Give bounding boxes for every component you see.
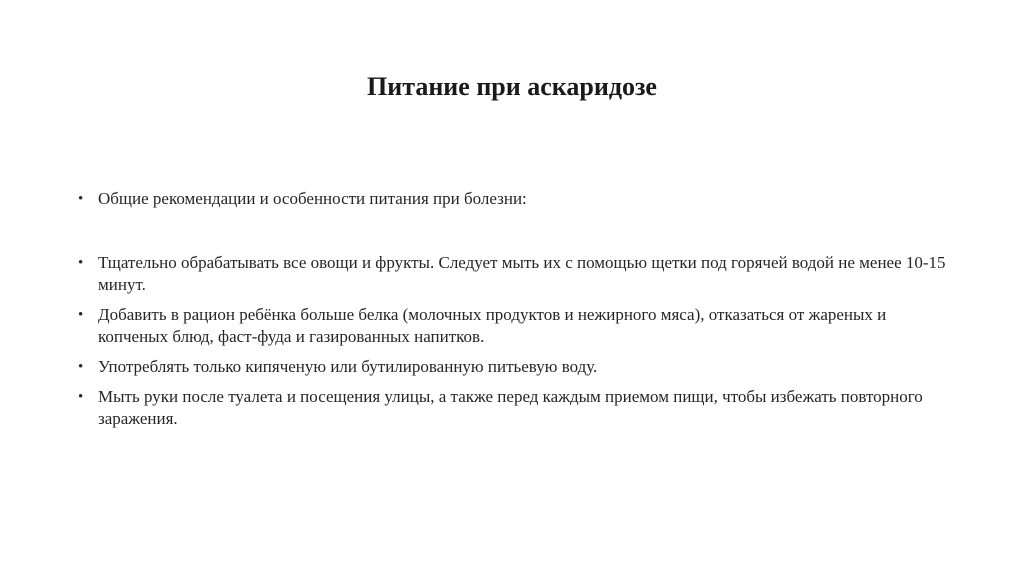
list-item-text: Мыть руки после туалета и посещения улицы, а также перед каждым приемом пищи, чтобы избежать повторного заражения. [98, 387, 923, 428]
bullet-icon: • [78, 389, 84, 405]
list-item-text: Общие рекомендации и особенности питания при болезни: [98, 189, 527, 208]
list-item-text: Употреблять только кипяченую или бутилированную питьевую воду. [98, 357, 598, 376]
slide-title: Питание при аскаридозе [367, 72, 657, 101]
list-item [76, 252, 956, 296]
bullet-list [76, 188, 956, 430]
bullet-icon: • [78, 307, 84, 323]
list-item [76, 304, 956, 348]
list-item [76, 188, 956, 210]
bullet-icon: • [78, 359, 84, 375]
bullet-icon: • [78, 255, 84, 271]
list-item-text: Тщательно обрабатывать все овощи и фрукты. Следует мыть их с помощью щетки под горячей водой не менее 10-15 минут. [98, 253, 946, 294]
bullet-icon: • [78, 191, 84, 207]
list-item [76, 386, 956, 430]
list-item [76, 356, 956, 378]
list-item-text: Добавить в рацион ребёнка больше белка (молочных продуктов и нежирного мяса), отказаться от жареных и копченых блюд, фаст-фуда и газированных напитков. [98, 305, 887, 346]
